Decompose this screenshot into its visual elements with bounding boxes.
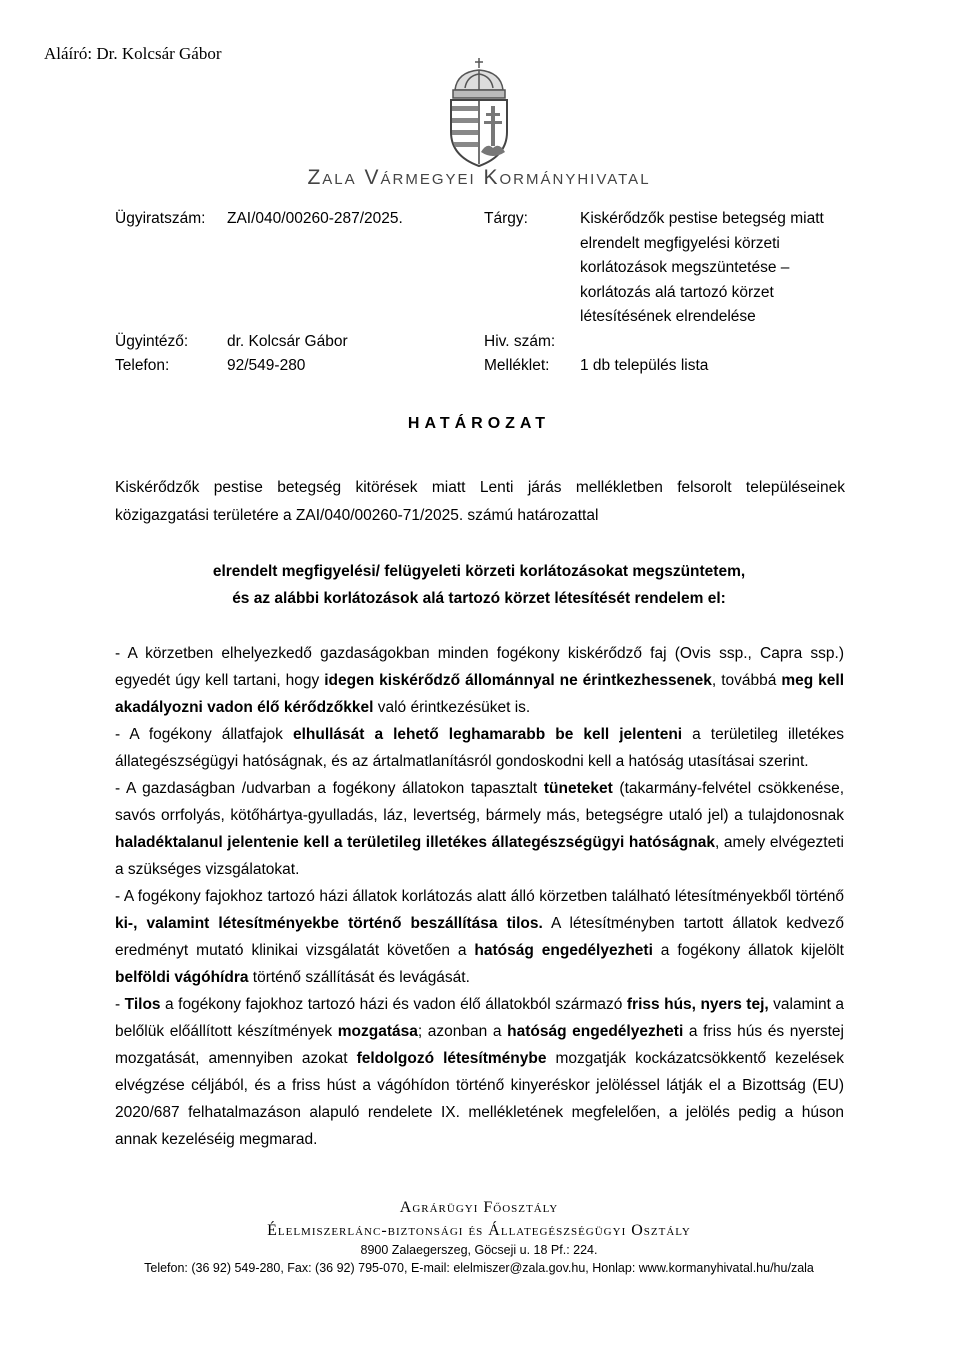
emphasized-text: friss hús, nyers tej, bbox=[626, 996, 769, 1013]
emphasized-text: ki-, valamint létesítményekbe történő beszállítása tilos. bbox=[115, 915, 543, 932]
department-name: Agrárügyi Főosztály bbox=[399, 1199, 559, 1216]
emphasized-text: elhullását a lehető leghamarabb be kell jelenteni bbox=[292, 726, 683, 743]
paragraph-text: mozgatják kockázatcsökkentő kezelések elvégzése céljából, és a friss húst a vágóhídon történő kinyeréskor jelöléssel látják el a Bizottság (EU) 2020/687 felhatalmazáson alapuló rendelete IX. mellékletének megfelelően, a jelölés pedig a húson annak kezeléséig megmarad. bbox=[115, 1050, 844, 1148]
restriction-paragraph bbox=[115, 640, 844, 721]
emphasized-text: haladéktalanul jelentenie kell a területileg illetékes állategészségügyi hatóságnak bbox=[115, 834, 715, 851]
attachment-text: 1 db település lista bbox=[580, 357, 709, 374]
decision-line-1: elrendelt megfigyelési/ felügyeleti körzeti korlátozásokat megszüntetem, bbox=[212, 563, 746, 580]
paragraph-text: - A körzetben elhelyezkedő gazdaságokban minden fogékony kiskérődző faj (Ovis ssp., Capra ssp.) egyedét úgy kell tartani, hogy bbox=[115, 645, 844, 689]
paragraph-text: - A fogékony állatfajok bbox=[115, 726, 293, 743]
case-number-label: Ügyiratszám: bbox=[115, 210, 206, 227]
subject-label: Tárgy: bbox=[484, 210, 528, 227]
case-number: ZAI/040/00260-287/2025. bbox=[227, 210, 403, 227]
emphasized-text: feldolgozó létesítménybe bbox=[356, 1050, 547, 1067]
restrictions-body bbox=[115, 640, 844, 1153]
paragraph-text: a fogékony állatok kijelölt bbox=[652, 942, 844, 959]
subject-text: Kiskérődzők pestise betegség miatt elrendelt megfigyelési körzeti korlátozások megszüntetése – korlátozás alá tartozó körzet létesítésének elrendelése bbox=[580, 210, 824, 325]
hungarian-coat-of-arms-icon bbox=[445, 56, 513, 168]
paragraph-text: A létesítményben tartott állatok kedvező eredményt mutató klinikai vizsgálatát követően a bbox=[115, 915, 844, 959]
decision-line-2: és az alábbi korlátozások alá tartozó körzet létesítését rendelem el: bbox=[232, 590, 726, 607]
restriction-paragraph bbox=[115, 721, 844, 775]
paragraph-text: , továbbá bbox=[711, 672, 782, 689]
restriction-paragraph bbox=[115, 991, 844, 1153]
paragraph-text: , amely elvégezteti a szükséges vizsgálatokat. bbox=[115, 834, 844, 878]
emphasized-text: idegen kiskérődző állománnyal ne érintkezhessenek bbox=[324, 672, 712, 689]
phone-label: Telefon: bbox=[115, 357, 170, 374]
emphasized-text: meg kell akadályozni vadon élő kérődzőkkel bbox=[115, 672, 844, 716]
paragraph-text: a friss hús és nyerstej mozgatását, amennyiben azokat bbox=[115, 1023, 844, 1067]
paragraph-text: valamint a belőlük előállított készítmények bbox=[115, 996, 845, 1040]
decision-statement bbox=[0, 558, 958, 612]
paragraph-text: való érintkezésüket is. bbox=[373, 699, 531, 716]
paragraph-text: a területileg illetékes állategészségügyi hatóságnak, és az ártalmatlanításról gondoskodni kell a hatóság utasításai szerint. bbox=[115, 726, 845, 770]
office-name: Zala Vármegyei Kormányhivatal bbox=[307, 166, 651, 189]
paragraph-text: ; azonban a bbox=[417, 1023, 508, 1040]
division-name: Élelmiszerlánc-biztonsági és Állategészségügyi Osztály bbox=[267, 1222, 691, 1239]
footer bbox=[0, 1196, 958, 1277]
clerk-name: dr. Kolcsár Gábor bbox=[227, 332, 348, 350]
emphasized-text: belföldi vágóhídra bbox=[115, 969, 249, 986]
paragraph-text: (takarmány-felvétel csökkenése, savós orrfolyás, kötőhártya-gyulladás, láz, levertség, bármely más, betegségre utaló jel) a tulajdonosnak bbox=[115, 780, 844, 824]
paragraph-text: - bbox=[115, 996, 125, 1013]
emphasized-text: Tilos bbox=[124, 996, 161, 1013]
footer-address: 8900 Zalaegerszeg, Göcseji u. 18 Pf.: 224. bbox=[360, 1243, 598, 1257]
emphasized-text: hatóság engedélyezheti bbox=[474, 942, 653, 959]
clerk-label: Ügyintéző: bbox=[115, 332, 189, 350]
footer-contact: Telefon: (36 92) 549-280, Fax: (36 92) 795-070, E-mail: elelmiszer@zala.gov.hu, Honlap: www.kormanyhivatal.hu/hu/zala bbox=[144, 1261, 814, 1275]
emphasized-text: mozgatása bbox=[337, 1023, 418, 1040]
phone-number: 92/549-280 bbox=[227, 357, 306, 374]
document-title: HATÁROZAT bbox=[407, 415, 551, 432]
restriction-paragraph bbox=[115, 775, 844, 883]
signer-line: Aláíró: Dr. Kolcsár Gábor bbox=[44, 44, 222, 63]
paragraph-text: a fogékony fajokhoz tartozó házi és vadon élő állatokból származó bbox=[160, 996, 627, 1013]
intro-paragraph: Kiskérődzők pestise betegség kitörések miatt Lenti járás mellékletben felsorolt településeinek közigazgatási területére a ZAI/040/00260-71/2025. számú határozattal bbox=[115, 479, 845, 524]
reference-number-label: Hiv. szám: bbox=[484, 332, 556, 350]
restriction-paragraph bbox=[115, 883, 844, 991]
emphasized-text: hatóság engedélyezheti bbox=[507, 1023, 684, 1040]
paragraph-text: történő szállítását és levágását. bbox=[248, 969, 470, 986]
emphasized-text: tüneteket bbox=[543, 780, 613, 797]
paragraph-text: - A fogékony fajokhoz tartozó házi állatok korlátozás alatt álló körzetben található létesítményekből történő bbox=[115, 888, 844, 905]
attachment-label: Melléklet: bbox=[484, 357, 550, 374]
paragraph-text: - A gazdaságban /udvarban a fogékony állatokon tapasztalt bbox=[115, 780, 544, 797]
